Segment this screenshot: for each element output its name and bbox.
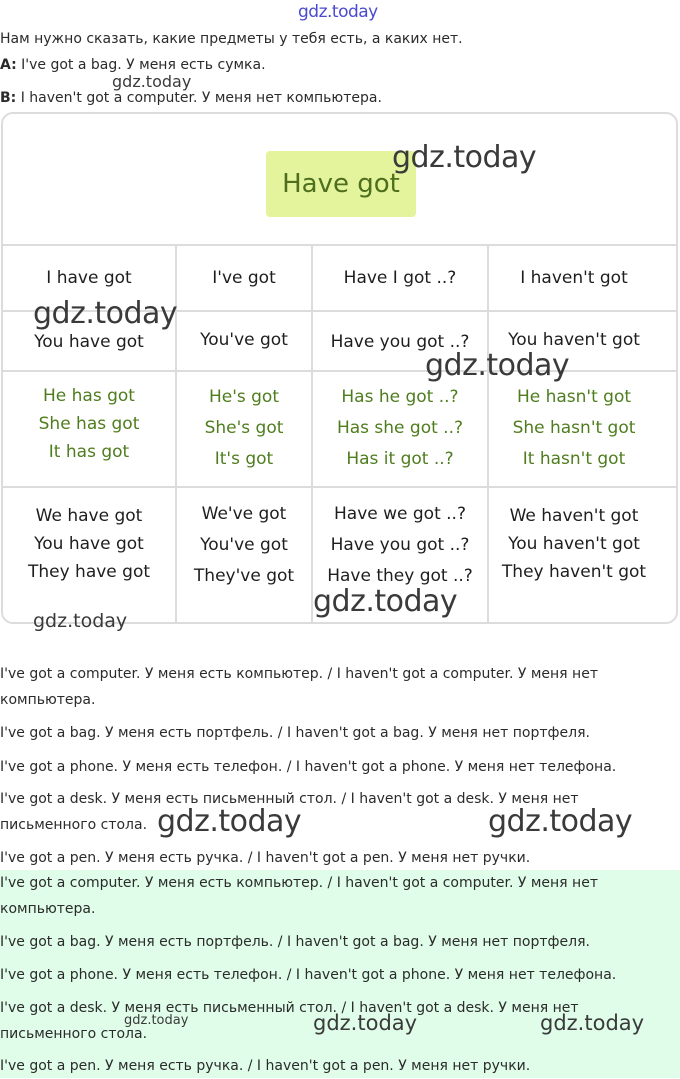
divider: [3, 370, 676, 372]
cell-text: They've got: [193, 566, 295, 586]
watermark-top: gdz.today: [298, 2, 378, 22]
answer-repeat-2: I've got a bag. У меня есть портфель. / I haven't got a bag. У меня нет портфеля.: [0, 934, 590, 950]
cell-row2-full: [3, 328, 175, 356]
watermark: gdz.today: [392, 140, 537, 175]
cell-text: You have got: [34, 332, 144, 352]
answer-repeat-1: I've got a computer. У меня есть компьютер. / I haven't got a computer. У меня нет компьютера.: [0, 875, 598, 917]
cell-text: She hasn't got: [512, 418, 636, 438]
answer-repeat-5: I've got a pen. У меня есть ручка. / I haven't got a pen. У меня нет ручки.: [0, 1058, 531, 1074]
grammar-table: [1, 112, 678, 624]
cell-text: We've got: [201, 504, 287, 524]
watermark: gdz.today: [157, 804, 302, 839]
watermark: gdz.today: [112, 72, 192, 91]
cell-text: She's got: [204, 418, 284, 438]
cell-text: I haven't got: [520, 268, 628, 288]
answer-5: I've got a pen. У меня есть ручка. / I haven't got a pen. У меня нет ручки.: [0, 850, 531, 866]
answer-repeat-3: I've got a phone. У меня есть телефон. / I haven't got a phone. У меня нет телефона.: [0, 967, 617, 983]
watermark: gdz.today: [540, 1011, 645, 1035]
cell-text: Has she got ..?: [336, 418, 464, 438]
cell-row3-full: [3, 382, 175, 466]
cell-text: You've got: [200, 535, 288, 555]
cell-text: We have got: [35, 506, 143, 526]
cell-text: Have they got ..?: [327, 566, 473, 586]
answer-3: I've got a phone. У меня есть телефон. / I haven't got a phone. У меня нет телефона.: [0, 759, 617, 775]
cell-row2-short: [177, 326, 311, 354]
cell-row3-negative: [489, 382, 659, 475]
answer-4: I've got a desk. У меня есть письменный стол. / I haven't got a desk. У меня нет письменного стола.: [0, 791, 579, 833]
cell-text: He's got: [208, 387, 280, 407]
cell-text: He has got: [43, 386, 135, 406]
cell-text: I've got: [212, 268, 276, 288]
cell-row1-question: [313, 264, 487, 292]
cell-text: She has got: [38, 414, 140, 434]
cell-text: Have I got ..?: [343, 268, 457, 288]
answer-2: I've got a bag. У меня есть портфель. / I haven't got a bag. У меня нет портфеля.: [0, 725, 590, 741]
cell-text: Has he got ..?: [341, 387, 459, 407]
cell-row4-full: [3, 502, 175, 586]
divider: [3, 244, 676, 246]
cell-text: You haven't got: [508, 330, 640, 350]
speaker-b: B:: [0, 90, 17, 106]
watermark: gdz.today: [425, 348, 570, 383]
cell-text: Have you got ..?: [330, 332, 470, 352]
cell-text: You have got: [34, 534, 144, 554]
cell-text: It's got: [214, 449, 274, 469]
answer-1: I've got a computer. У меня есть компьютер. / I haven't got a computer. У меня нет компьютера.: [0, 666, 598, 708]
answer-repeat-4: I've got a desk. У меня есть письменный стол. / I haven't got a desk. У меня нет письменного стола.: [0, 1000, 579, 1042]
cell-text: He hasn't got: [516, 387, 632, 407]
cell-row4-negative: [489, 502, 659, 586]
cell-row3-question: [313, 382, 487, 475]
cell-text: They haven't got: [501, 562, 647, 582]
cell-text: Have we got ..?: [334, 504, 466, 524]
cell-row4-question: [313, 499, 487, 592]
cell-row1-negative: [489, 264, 659, 292]
example-b-text: I haven't got a computer. У меня нет компьютера.: [16, 90, 382, 106]
cell-row3-short: [177, 382, 311, 475]
watermark: gdz.today: [33, 610, 128, 632]
cell-row1-full: [3, 264, 175, 292]
watermark: gdz.today: [488, 804, 633, 839]
example-a: [0, 57, 266, 73]
cell-text: You haven't got: [508, 534, 640, 554]
speaker-a: A:: [0, 57, 17, 73]
divider: [3, 486, 676, 488]
watermark: gdz.today: [124, 1013, 189, 1028]
cell-text: Have you got ..?: [330, 535, 470, 555]
watermark: gdz.today: [33, 296, 178, 331]
table-header-have-got: Have got: [266, 151, 416, 217]
cell-text: We haven't got: [509, 506, 639, 526]
cell-text: You've got: [200, 330, 288, 350]
cell-text: Has it got ..?: [346, 449, 454, 469]
cell-text: It has got: [48, 442, 130, 462]
example-b: [0, 90, 382, 106]
example-a-text: I've got a bag. У меня есть сумка.: [16, 57, 266, 73]
cell-text: They have got: [27, 562, 151, 582]
watermark: gdz.today: [313, 584, 458, 619]
cell-row1-short: [177, 264, 311, 292]
cell-text: It hasn't got: [522, 449, 626, 469]
cell-text: I have got: [46, 268, 132, 288]
intro-instruction: Нам нужно сказать, какие предметы у тебя есть, а каких нет.: [0, 31, 463, 47]
watermark: gdz.today: [313, 1011, 418, 1035]
cell-row4-short: [177, 499, 311, 592]
